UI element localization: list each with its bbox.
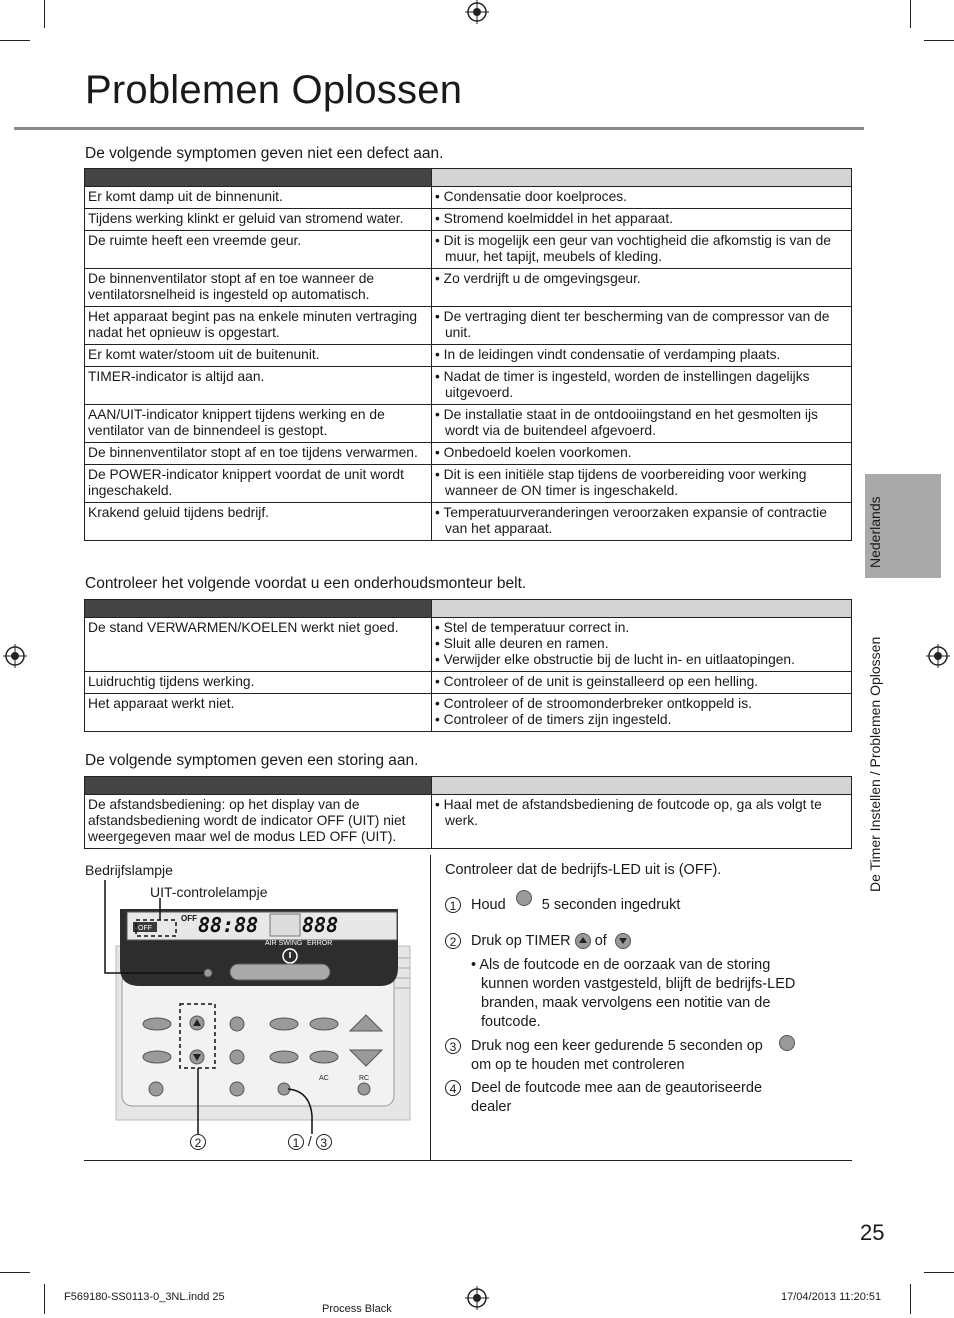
remote-control-diagram	[100, 876, 415, 1160]
cause-item: • Dit is mogelijk een geur van vochtigheid die afkomstig is van de muur, het tapijt, meubels of kleding.	[435, 233, 848, 265]
symptom-cell: Het apparaat begint pas na enkele minuten vertraging nadat het opnieuw is opgestart.	[85, 307, 432, 345]
footer-datetime: 17/04/2013 11:20:51	[781, 1291, 882, 1303]
cause-cell	[432, 307, 852, 345]
step-2-note: • Als de foutcode en de oorzaak van de storing kunnen worden vastgesteld, blijft de bedrijfs-LED branden, maak vervolgens een notitie van de foutcode.	[471, 956, 811, 1032]
ac-label: AC	[319, 1075, 329, 1082]
symptom-cell: De POWER-indicator knippert voordat de unit wordt ingeschakeld.	[85, 465, 432, 503]
crop-mark	[924, 1272, 954, 1273]
step-2: 2 Druk op TIMER of	[445, 932, 631, 951]
symptom-cell: De ruimte heeft een vreemde geur.	[85, 231, 432, 269]
cause-item: • Sluit alle deuren en ramen.	[435, 636, 848, 652]
crop-mark	[44, 0, 45, 28]
table-header	[85, 600, 852, 618]
step-4: 4 Deel de foutcode mee aan de geautoriseerde dealer	[445, 1079, 785, 1117]
crop-mark	[924, 40, 954, 41]
registration-mark-icon	[3, 644, 27, 668]
table-row	[85, 231, 852, 269]
check-button-icon	[779, 1035, 795, 1051]
error-label: ERROR	[307, 940, 333, 947]
section1-heading: De volgende symptomen geven niet een defect aan.	[85, 145, 444, 162]
crop-mark	[0, 1272, 30, 1273]
cause-cell	[432, 231, 852, 269]
cause-cell	[432, 795, 852, 849]
symptom-cell: Krakend geluid tijdens bedrijf.	[85, 503, 432, 541]
cause-cell	[432, 269, 852, 307]
cause-item: • Controleer of de timers zijn ingesteld.	[435, 712, 848, 728]
symptom-cell: Luidruchtig tijdens werking.	[85, 672, 432, 694]
table-row	[85, 618, 852, 672]
symptom-cell: AAN/UIT-indicator knippert tijdens werking en de ventilator van de binnendeel is gestopt.	[85, 405, 432, 443]
table-row	[85, 795, 852, 849]
cause-item: • In de leidingen vindt condensatie of verdamping plaats.	[435, 347, 848, 363]
footer-file: F569180-SS0113-0_3NL.indd 25	[64, 1291, 225, 1303]
section3-heading: De volgende symptomen geven een storing aan.	[85, 752, 419, 769]
registration-mark-icon	[465, 0, 489, 24]
cause-cell	[432, 209, 852, 231]
page-number: 25	[860, 1220, 885, 1245]
step-1: 1 Houd 5 seconden ingedrukt	[445, 896, 680, 915]
section2-heading: Controleer het volgende voordat u een onderhoudsmonteur belt.	[85, 575, 527, 592]
table-row	[85, 209, 852, 231]
crop-mark	[0, 40, 30, 41]
cause-item: • Nadat de timer is ingesteld, worden de instellingen dagelijks uitgevoerd.	[435, 369, 848, 401]
table-header	[85, 777, 852, 795]
cause-cell	[432, 187, 852, 209]
cause-cell	[432, 345, 852, 367]
cause-item: • Condensatie door koelproces.	[435, 189, 848, 205]
table-row	[85, 307, 852, 345]
cause-cell	[432, 694, 852, 732]
cause-item: • Dit is een initiële stap tijdens de voorbereiding voor werking wanneer de ON timer is ingeschakeld.	[435, 467, 848, 499]
cause-cell	[432, 503, 852, 541]
table-row	[85, 465, 852, 503]
section3-table	[84, 776, 852, 849]
cause-item: • Stel de temperatuur correct in.	[435, 620, 848, 636]
cause-item: • Onbedoeld koelen voorkomen.	[435, 445, 848, 461]
cause-item: • De installatie staat in de ontdooiingstand en het gesmolten ijs wordt via de buitendeel afgevoerd.	[435, 407, 848, 439]
callout-2: 2	[190, 1133, 206, 1150]
page-title: Problemen Oplossen	[85, 68, 463, 112]
cause-cell	[432, 672, 852, 694]
cause-item: • Controleer of de unit is geinstalleerd op een helling.	[435, 674, 848, 690]
section1-table	[84, 168, 852, 541]
symptom-cell: Er komt water/stoom uit de buitenunit.	[85, 345, 432, 367]
cause-cell	[432, 367, 852, 405]
table-row	[85, 367, 852, 405]
crop-mark	[910, 1284, 911, 1314]
symptom-cell: De binnenventilator stopt af en toe wanneer de ventilatorsnelheid is ingesteld op automatisch.	[85, 269, 432, 307]
symptom-cell: De afstandsbediening: op het display van de afstandsbediening wordt de indicator OFF (UIT) niet weergegeven maar wel de modus LED OFF (UIT).	[85, 795, 432, 849]
registration-mark-icon	[465, 1286, 489, 1310]
lcd-time: 88:88	[198, 913, 259, 937]
title-rule	[14, 127, 864, 130]
timer-up-icon	[575, 933, 591, 949]
symptom-cell: TIMER-indicator is altijd aan.	[85, 367, 432, 405]
section2-table	[84, 599, 852, 732]
footer-process: Process Black	[322, 1303, 392, 1315]
registration-mark-icon	[926, 644, 950, 668]
timer-down-icon	[615, 933, 631, 949]
bottom-rule	[84, 1160, 852, 1161]
cause-cell	[432, 465, 852, 503]
table-row	[85, 345, 852, 367]
lcd-off-small: OFF	[138, 925, 152, 932]
operation-led	[204, 969, 212, 977]
crop-mark	[910, 0, 911, 28]
table-header	[85, 169, 852, 187]
table-row	[85, 269, 852, 307]
cause-item: • Controleer of de stroomonderbreker ontkoppeld is.	[435, 696, 848, 712]
table-row	[85, 187, 852, 209]
table-row	[85, 503, 852, 541]
led-label: Bedrijfslampje	[85, 862, 173, 878]
lcd-digits: 888	[302, 913, 339, 937]
crop-mark	[44, 1284, 45, 1314]
language-label: Nederlands	[867, 496, 883, 568]
cause-item: • Zo verdrijft u de omgevingsgeur.	[435, 271, 848, 287]
rc-label: RC	[359, 1075, 370, 1082]
cause-item: • Temperatuurveranderingen veroorzaken expansie of contractie van het apparaat.	[435, 505, 848, 537]
off-lamp-label: UIT-controlelampje	[150, 884, 268, 900]
check-button-icon	[516, 890, 532, 906]
cause-cell	[432, 405, 852, 443]
cause-item: • Stromend koelmiddel in het apparaat.	[435, 211, 848, 227]
table-row	[85, 405, 852, 443]
step-3: 3 Druk nog een keer gedurende 5 seconden op om op te houden met controleren	[445, 1037, 785, 1075]
airswing-label: AIR SWING	[265, 940, 303, 947]
symptom-cell: Het apparaat werkt niet.	[85, 694, 432, 732]
table-row	[85, 443, 852, 465]
cause-cell	[432, 443, 852, 465]
cause-item: • Verwijder elke obstructie bij de lucht in- en uitlaatopingen.	[435, 652, 848, 668]
procedure-intro: Controleer dat de bedrijfs-LED uit is (OFF).	[445, 862, 722, 878]
divider	[430, 855, 431, 1160]
section-label: De Timer Instellen / Problemen Oplossen	[867, 636, 883, 892]
symptom-cell: De binnenventilator stopt af en toe tijdens verwarmen.	[85, 443, 432, 465]
main-button[interactable]	[230, 964, 330, 980]
table-row	[85, 672, 852, 694]
rc-button[interactable]	[358, 1083, 370, 1095]
callout-1-3: 1 / 3	[288, 1133, 332, 1150]
cause-item: • Haal met de afstandsbediening de foutcode op, ga als volgt te werk.	[435, 797, 848, 829]
symptom-cell: Tijdens werking klinkt er geluid van stromend water.	[85, 209, 432, 231]
cause-cell	[432, 618, 852, 672]
symptom-cell: Er komt damp uit de binnenunit.	[85, 187, 432, 209]
table-row	[85, 694, 852, 732]
lcd-off-indicator: OFF	[181, 914, 197, 923]
cause-item: • De vertraging dient ter bescherming van de compressor van de unit.	[435, 309, 848, 341]
symptom-cell: De stand VERWARMEN/KOELEN werkt niet goed.	[85, 618, 432, 672]
